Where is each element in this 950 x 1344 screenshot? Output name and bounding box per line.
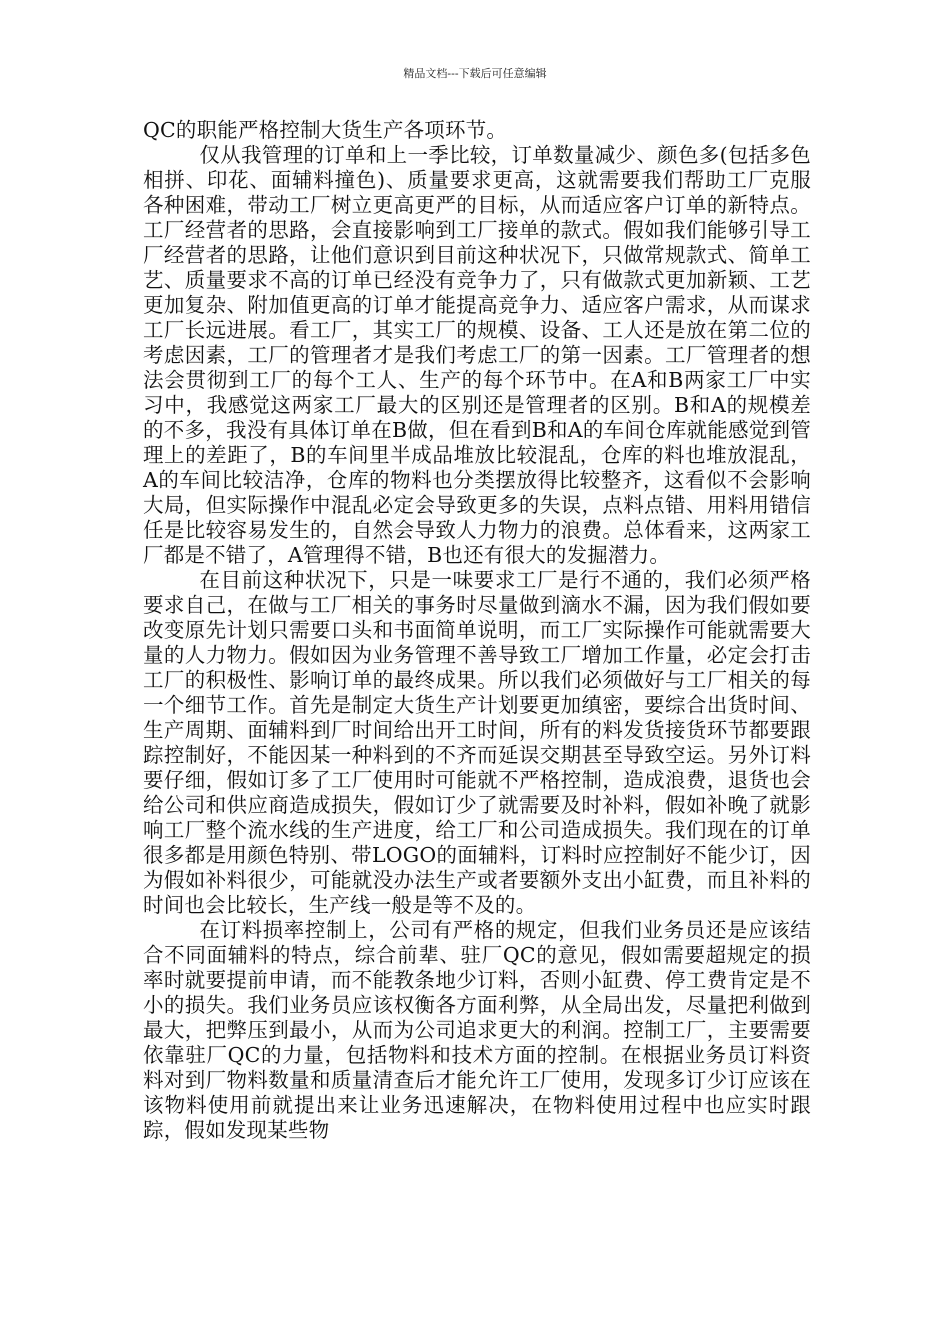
document-body [143, 118, 811, 1143]
page-header-note: 精品文档---下载后可任意编辑 [403, 67, 547, 80]
paragraph-2: 仅从我管理的订单和上一季比较，订单数量减少、颜色多(包括多色相拼、印花、面辅料撞色)、质量要求更高，这就需要我们帮助工厂克服各种困难，带动工厂树立更高更严的目标，从而适应客户订单的新特点。工厂经营者的思路，会直接影响到工厂接单的款式。假如我们能够引导工厂经营者的思路，让他们意识到目前这种状况下，只做常规款式、简单工艺、质量要求不高的订单已经没有竞争力了，只有做款式更加新颖、工艺更加复杂、附加值更高的订单才能提高竞争力、适应客户需求，从而谋求工厂长远进展。看工厂，其实工厂的规模、设备、工人还是放在第二位的考虑因素，工厂的管理者才是我们考虑工厂的第一因素。工厂管理者的想法会贯彻到工厂的每个工人、生产的每个环节中。在A和B两家工厂中实习中，我感觉这两家工厂最大的区别还是管理者的区别。B和A的规模差的不多，我没有具体订单在B做，但在看到B和A的车间仓库就能感觉到管理上的差距了，B的车间里半成品堆放比较混乱，仓库的料也堆放混乱，A的车间比较洁净，仓库的物料也分类摆放得比较整齐，这看似不会影响大局，但实际操作中混乱必定会导致更多的失误，点料点错、用料用错信任是比较容易发生的，自然会导致人力物力的浪费。总体看来，这两家工厂都是不错了，A管理得不错，B也还有很大的发掘潜力。 [143, 143, 811, 567]
paragraph-1: QC的职能严格控制大货生产各项环节。 [143, 118, 508, 142]
paragraph-3: 在目前这种状况下，只是一味要求工厂是行不通的，我们必须严格要求自己，在做与工厂相关的事务时尽量做到滴水不漏，因为我们假如要改变原先计划只需要口头和书面简单说明，而工厂实际操作可能就需要大量的人力物力。假如因为业务管理不善导致工厂增加工作量，必定会打击工厂的积极性、影响订单的最终成果。所以我们必须做好与工厂相关的每一个细节工作。首先是制定大货生产计划要更加缜密，要综合出货时间、生产周期、面辅料到厂时间给出开工时间，所有的料发货接货环节都要跟踪控制好，不能因某一种料到的不齐而延误交期甚至导致空运。另外订料要仔细，假如订多了工厂使用时可能就不严格控制，造成浪费，退货也会给公司和供应商造成损失，假如订少了就需要及时补料，假如补晚了就影响工厂整个流水线的生产进度，给工厂和公司造成损失。我们现在的订单很多都是用颜色特别、带LOGO的面辅料，订料时应控制好不能少订，因为假如补料很少，可能就没办法生产或者要额外支出小缸费，而且补料的时间也会比较长，生产线一般是等不及的。 [143, 568, 811, 917]
paragraph-4: 在订料损率控制上，公司有严格的规定，但我们业务员还是应该结合不同面辅料的特点，综合前辈、驻厂QC的意见，假如需要超规定的损率时就要提前申请，而不能教条地少订料，否则小缸费、停工费肯定是不小的损失。我们业务员应该权衡各方面利弊，从全局出发，尽量把利做到最大，把弊压到最小，从而为公司追求更大的利润。控制工厂，主要需要依靠驻厂QC的力量，包括物料和技术方面的控制。在根据业务员订料资料对到厂物料数量和质量清查后才能允许工厂使用，发现多订少订应该在该物料使用前就提出来让业务迅速解决，在物料使用过程中也应实时跟踪，假如发现某些物 [143, 918, 811, 1142]
